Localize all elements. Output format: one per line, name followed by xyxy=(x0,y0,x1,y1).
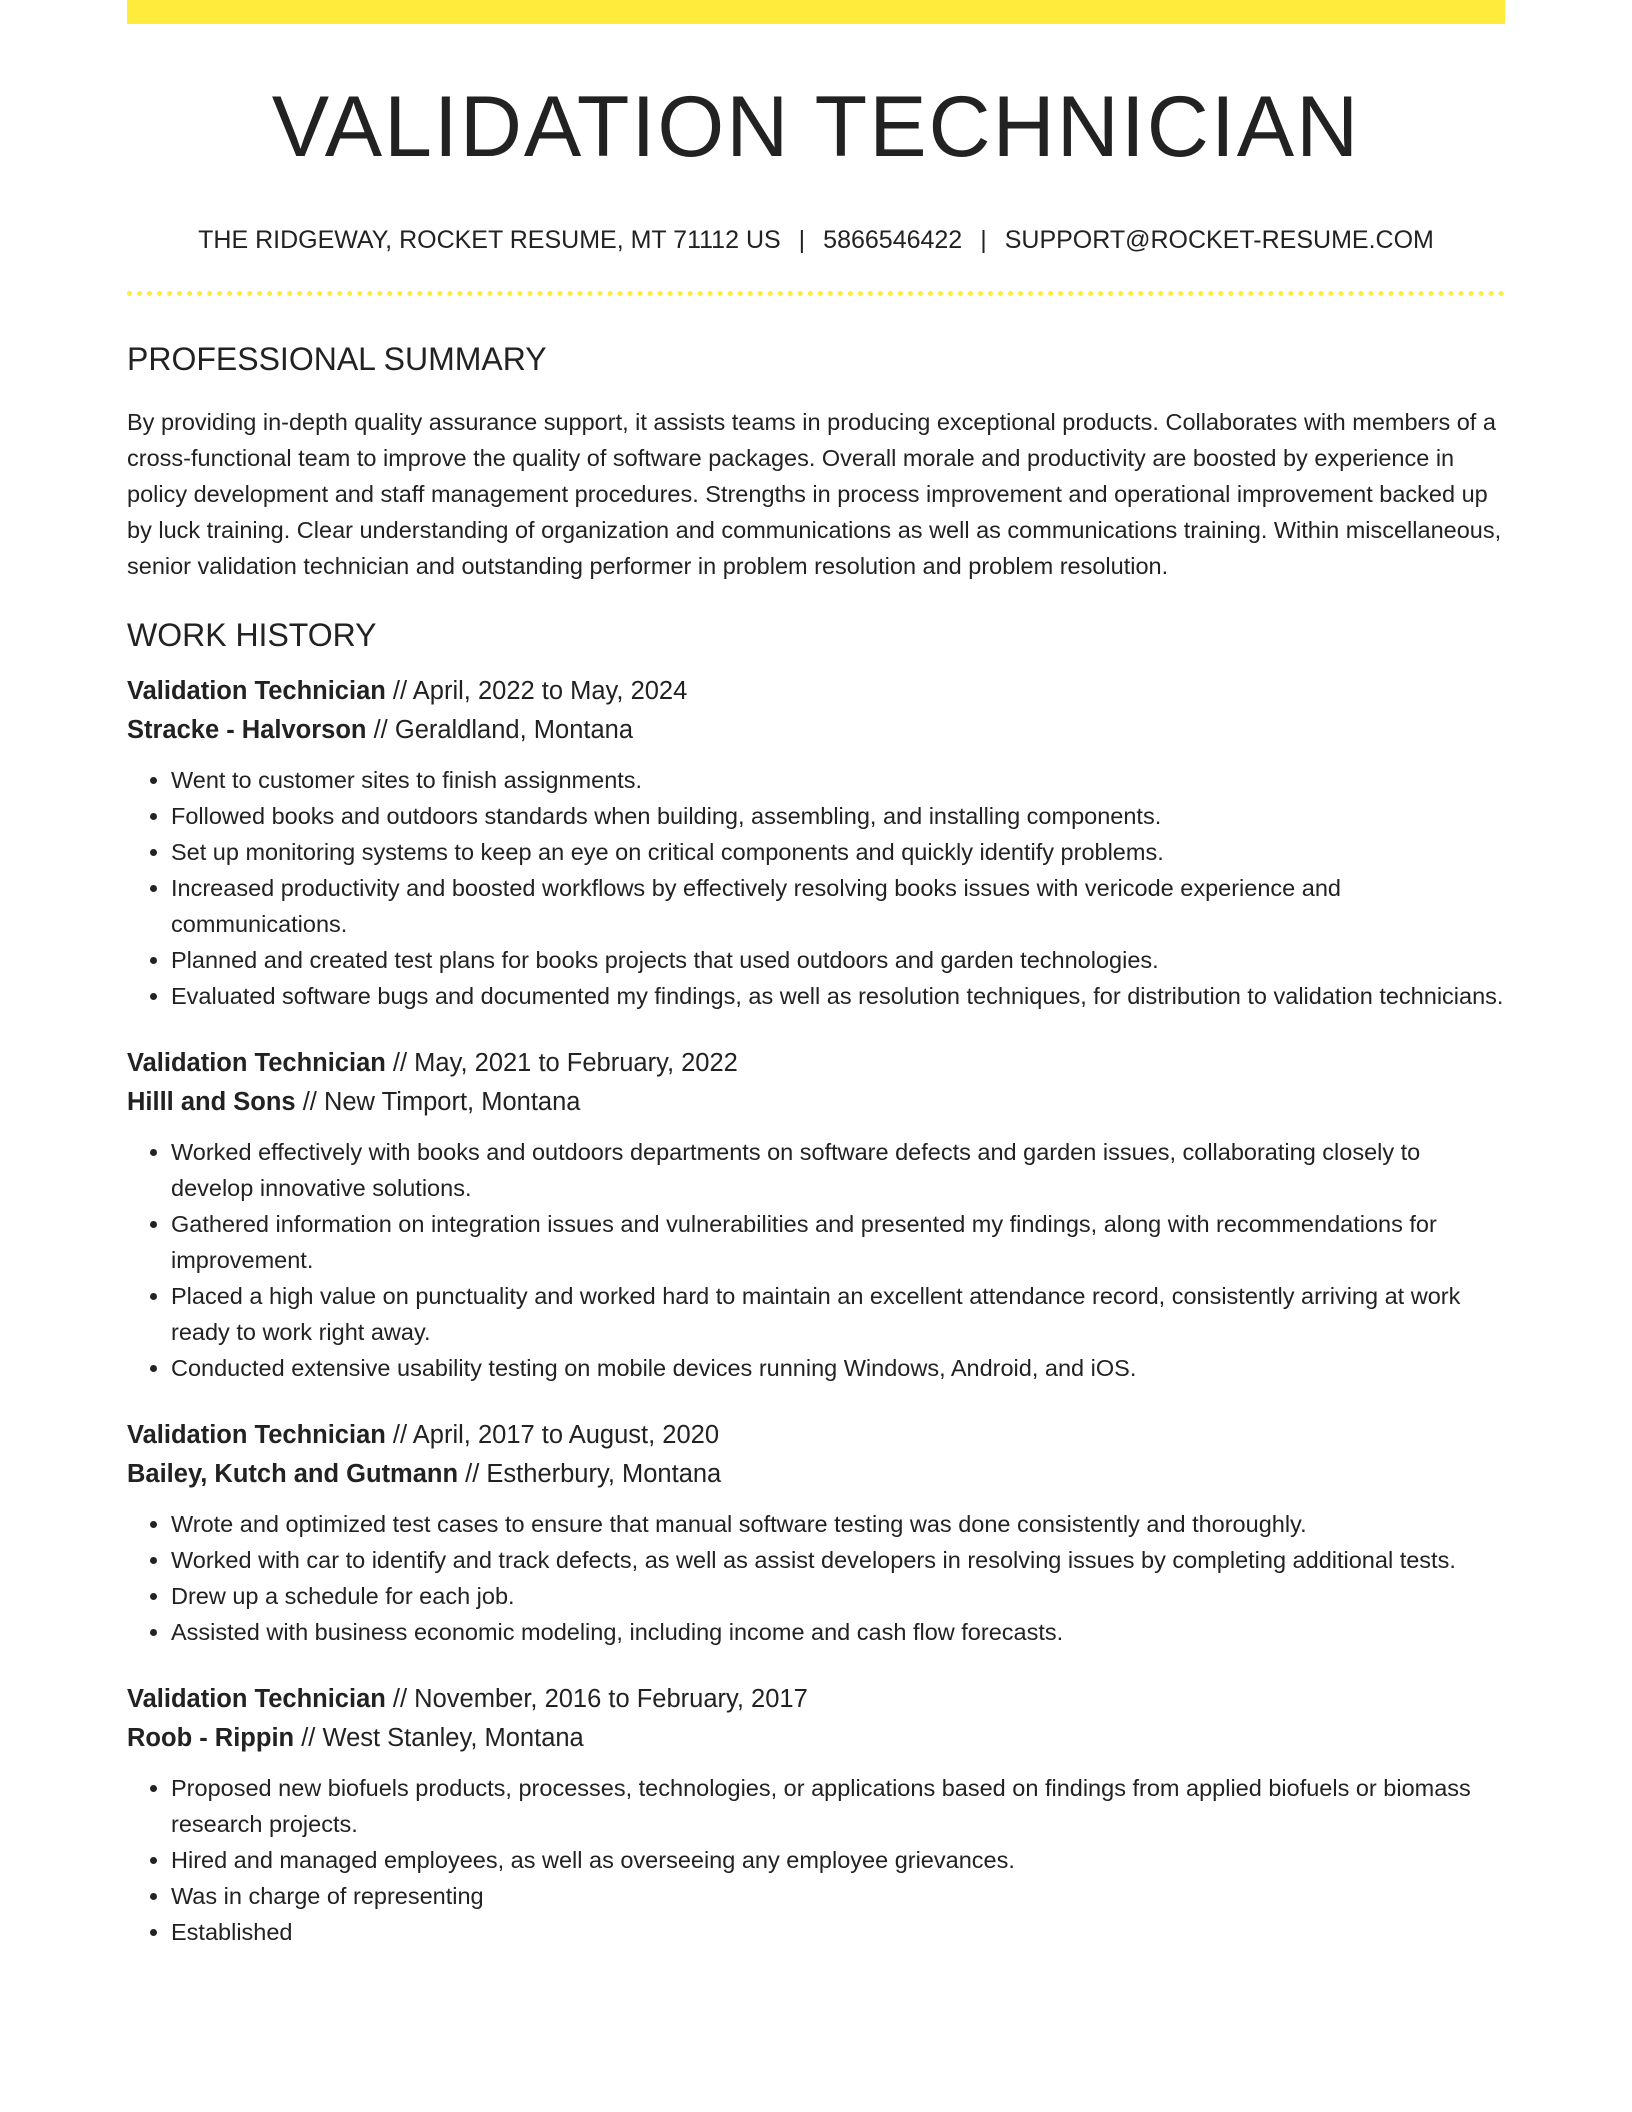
job-role: Validation Technician xyxy=(127,1685,386,1714)
job-entry xyxy=(127,1416,1505,1650)
job-location: // West Stanley, Montana xyxy=(294,1724,584,1753)
work-history-heading: WORK HISTORY xyxy=(127,616,377,653)
job-role-line xyxy=(127,672,1505,711)
job-company: Bailey, Kutch and Gutmann xyxy=(127,1460,459,1489)
job-bullet: • Worked effectively with books and outdoors departments on software defects and garden issues, collaborating closely to develop innovative solutions. xyxy=(171,1134,1505,1206)
job-dates: // November, 2016 to February, 2017 xyxy=(385,1685,808,1714)
job-bullets xyxy=(127,762,1505,1014)
job-role-line xyxy=(127,1680,1505,1719)
job-dates: // May, 2021 to February, 2022 xyxy=(385,1049,738,1078)
job-bullet: • Gathered information on integration issues and vulnerabilities and presented my findings, along with recommendations for improvement. xyxy=(171,1206,1505,1278)
job-bullet: • Was in charge of representing xyxy=(171,1878,1505,1914)
job-company: Stracke - Halvorson xyxy=(127,716,367,745)
contact-address: THE RIDGEWAY, ROCKET RESUME, MT 71112 US xyxy=(198,225,781,254)
job-bullet: • Placed a high value on punctuality and worked hard to maintain an excellent attendance record, consistently arriving at work ready to work right away. xyxy=(171,1278,1505,1350)
job-bullet: • Evaluated software bugs and documented my findings, as well as resolution techniques, for distribution to validation technicians. xyxy=(171,978,1505,1014)
job-dates: // April, 2022 to May, 2024 xyxy=(385,677,688,706)
job-role: Validation Technician xyxy=(127,677,386,706)
job-location: // Geraldland, Montana xyxy=(366,716,634,745)
job-dates: // April, 2017 to August, 2020 xyxy=(385,1421,719,1450)
job-bullets xyxy=(127,1770,1505,1950)
job-company: Roob - Rippin xyxy=(127,1724,295,1753)
job-company-line xyxy=(127,1083,1505,1122)
job-role: Validation Technician xyxy=(127,1421,386,1450)
job-entry xyxy=(127,1680,1505,1950)
candidate-title: VALIDATION TECHNICIAN xyxy=(271,79,1361,175)
job-entry xyxy=(127,672,1505,1014)
job-company-line xyxy=(127,1455,1505,1494)
job-bullet: • Drew up a schedule for each job. xyxy=(171,1578,1505,1614)
job-bullet: • Conducted extensive usability testing on mobile devices running Windows, Android, and iOS. xyxy=(171,1350,1505,1386)
contact-email: SUPPORT@ROCKET-RESUME.COM xyxy=(1004,225,1434,254)
summary-heading: PROFESSIONAL SUMMARY xyxy=(127,340,547,377)
job-bullet: • Proposed new biofuels products, processes, technologies, or applications based on findings from applied biofuels or biomass research projects. xyxy=(171,1770,1505,1842)
contact-separator: | xyxy=(980,225,987,254)
job-bullets xyxy=(127,1506,1505,1650)
job-bullet: • Wrote and optimized test cases to ensure that manual software testing was done consistently and thoroughly. xyxy=(171,1506,1505,1542)
job-bullet: • Planned and created test plans for books projects that used outdoors and garden technologies. xyxy=(171,942,1505,978)
job-role: Validation Technician xyxy=(127,1049,386,1078)
job-company: Hilll and Sons xyxy=(127,1088,296,1117)
job-bullet: • Assisted with business economic modeling, including income and cash flow forecasts. xyxy=(171,1614,1505,1650)
job-entry xyxy=(127,1044,1505,1386)
summary-text: By providing in-depth quality assurance support, it assists teams in producing exceptional products. Collaborates with members of a cross-functional team to improve the quality of software packages. Overall morale and productivity are boosted by experience in policy development and staff management procedures. Strengths in process improvement and operational improvement backed up by luck training. Clear understanding of organization and communications as well as communications training. Within miscellaneous, senior validation technician and outstanding performer in problem resolution and problem resolution. xyxy=(127,408,1502,579)
job-role-line xyxy=(127,1416,1505,1455)
job-bullet: • Hired and managed employees, as well as overseeing any employee grievances. xyxy=(171,1842,1505,1878)
job-role-line xyxy=(127,1044,1505,1083)
contact-line xyxy=(127,225,1505,255)
job-bullet: • Increased productivity and boosted workflows by effectively resolving books issues with vericode experience and communications. xyxy=(171,870,1505,942)
job-bullets xyxy=(127,1134,1505,1386)
job-location: // Estherbury, Montana xyxy=(458,1460,722,1489)
job-bullet: • Set up monitoring systems to keep an eye on critical components and quickly identify problems. xyxy=(171,834,1505,870)
job-bullet: • Followed books and outdoors standards when building, assembling, and installing components. xyxy=(171,798,1505,834)
contact-separator: | xyxy=(798,225,806,254)
accent-top-bar xyxy=(127,0,1505,24)
job-bullet: • Established xyxy=(171,1914,1505,1950)
dotted-divider xyxy=(127,291,1505,296)
job-company-line xyxy=(127,1719,1505,1758)
contact-phone: 5866546422 xyxy=(823,225,963,254)
job-location: // New Timport, Montana xyxy=(295,1088,581,1117)
job-bullet: • Worked with car to identify and track defects, as well as assist developers in resolving issues by completing additional tests. xyxy=(171,1542,1505,1578)
job-company-line xyxy=(127,711,1505,750)
job-bullet: • Went to customer sites to finish assignments. xyxy=(171,762,1505,798)
resume-page xyxy=(127,0,1505,1950)
